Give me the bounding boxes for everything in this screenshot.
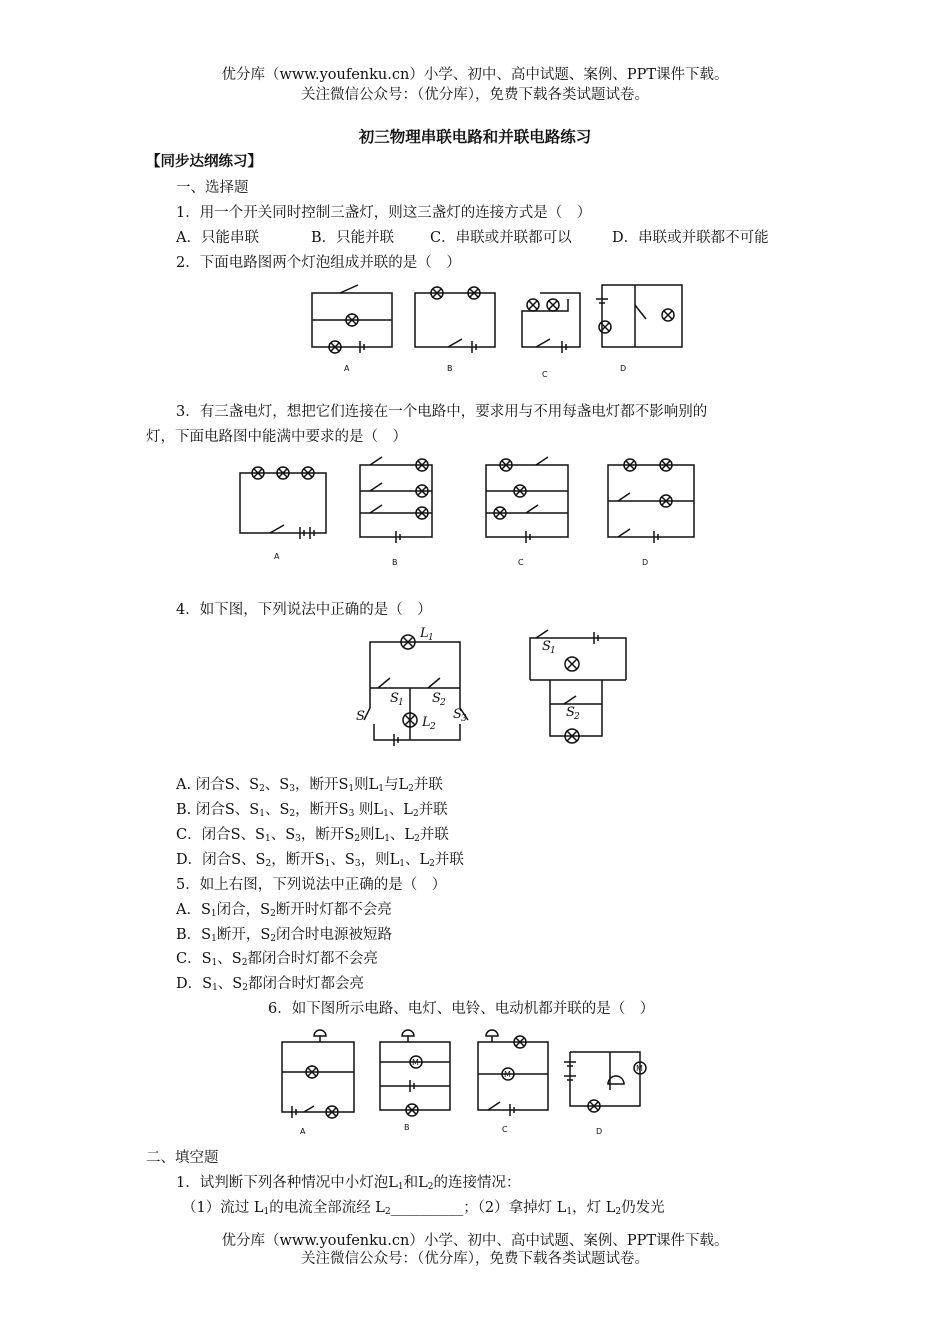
q2-circuit-c <box>522 293 580 379</box>
q4-option-b: B. 闭合S、$S_1$、$S_2$，断开$S_3$ 则$L_1$、$L_2$并联 <box>176 802 448 819</box>
q3-stem-line-2: 灯，下面电路图中能满中要求的是（ ） <box>146 429 407 445</box>
q6-circuit-a <box>282 1030 354 1136</box>
q3-circuit-a <box>240 467 326 561</box>
motor-symbol-b: M <box>412 1058 419 1067</box>
l2-symbol: L <box>422 715 431 730</box>
q6-label-b: B <box>404 1123 410 1132</box>
q6-stem: 6．如下图所示电路、电灯、电铃、电动机都并联的是（ ） <box>268 1001 655 1017</box>
q2-circuit-a <box>312 285 392 373</box>
part-2-heading: 二、填空题 <box>146 1150 219 1166</box>
q6-circuit-figures <box>270 1022 660 1142</box>
q3-label-b: B <box>392 558 398 567</box>
section-heading: 【同步达纲练习】 <box>146 153 262 170</box>
s1-symbol: S <box>390 691 399 706</box>
q3-circuit-figures <box>230 455 710 570</box>
q3-circuit-b <box>360 457 432 567</box>
q2-label-b: B <box>447 364 453 373</box>
q2-circuit-b <box>415 287 495 373</box>
q2-label-d: D <box>620 364 627 373</box>
q6-label-c: C <box>502 1125 508 1134</box>
q5-stem: 5．如上右图，下列说法中正确的是（ ） <box>176 877 447 893</box>
footer-line-1: 优分库（www.youfenku.cn）小学、初中、高中试题、案例、PPT课件下载。 <box>221 1233 729 1249</box>
fill-q1-stem: 1．试判断下列各种情况中小灯泡$L_1$和$L_2$的连接情况： <box>176 1175 521 1192</box>
l1-symbol: L <box>420 626 429 641</box>
q2-label-c: C <box>542 370 548 379</box>
q4-left-circuit <box>356 626 468 746</box>
motor-symbol-d: M <box>636 1064 643 1073</box>
q5-option-a: A．$S_1$闭合，$S_2$断开时灯都不会亮 <box>176 902 392 919</box>
q6-circuit-b <box>380 1030 450 1132</box>
q1-option-c: C．串联或并联都可以 <box>430 230 572 246</box>
q3-circuit-c <box>486 457 568 567</box>
q4-stem: 4．如下图，下列说法中正确的是（ ） <box>176 602 432 618</box>
fill-q1-parts: （1）流过 $L_1$的电流全部流经 $L_2\_\_\_\_\_\_\_\_\_\_$；（2）拿掉灯 $L_1$，灯 $L_2$仍发光 <box>182 1200 665 1217</box>
q5-option-c: C．$S_1$、$S_2$都闭合时灯都不会亮 <box>176 951 378 968</box>
q2-label-a: A <box>344 364 350 373</box>
right-s2-symbol: S <box>566 705 575 720</box>
page-title: 初三物理串联电路和并联电路练习 <box>358 127 592 146</box>
s1-subscript: 1 <box>398 698 404 708</box>
q3-label-d: D <box>642 558 649 567</box>
q2-circuit-figures <box>300 275 700 385</box>
q3-stem-line-1: 3．有三盏电灯，想把它们连接在一个电路中，要求用与不用每盏电灯都不影响别的 <box>176 404 708 420</box>
q4-option-c: C．闭合S、$S_1$、$S_3$，断开$S_2$则$L_1$、$L_2$并联 <box>176 827 449 844</box>
q5-option-b: B．$S_1$断开，$S_2$闭合时电源被短路 <box>176 927 392 944</box>
q6-label-d: D <box>596 1127 603 1136</box>
s3-subscript: 3 <box>461 714 467 724</box>
s3-symbol: S <box>453 707 462 722</box>
q1-stem: 1．用一个开关同时控制三盏灯，则这三盏灯的连接方式是（ ） <box>176 205 592 221</box>
q1-option-d: D．串联或并联都不可能 <box>612 230 769 246</box>
q3-circuit-d <box>608 459 694 567</box>
q4-option-d: D．闭合S、$S_2$，断开$S_1$、$S_3$，则$L_1$、$L_2$并联 <box>176 852 464 869</box>
l2-subscript: 2 <box>430 722 436 732</box>
q2-stem: 2．下面电路图两个灯泡组成并联的是（ ） <box>176 255 461 271</box>
q2-circuit-d <box>596 285 682 373</box>
q4-option-a: A. 闭合S、$S_2$、$S_3$，断开$S_1$则$L_1$与$L_2$并联 <box>176 777 443 794</box>
footer-line-2: 关注微信公众号：（优分库），免费下载各类试题试卷。 <box>301 1251 649 1267</box>
l1-subscript: 1 <box>428 633 434 643</box>
q6-circuit-d <box>564 1052 646 1136</box>
q4-right-circuit <box>530 630 626 743</box>
s-symbol: S <box>356 709 365 724</box>
right-s2-subscript: 2 <box>574 712 580 722</box>
q6-circuit-c <box>478 1030 548 1134</box>
q6-label-a: A <box>300 1127 306 1136</box>
header-line-2: 关注微信公众号：（优分库），免费下载各类试题试卷。 <box>301 87 649 103</box>
q3-label-c: C <box>518 558 524 567</box>
motor-symbol-c: M <box>504 1070 511 1079</box>
q1-option-b: B．只能并联 <box>311 230 395 246</box>
right-s1-subscript: 1 <box>550 646 556 656</box>
s2-symbol: S <box>432 691 441 706</box>
q1-option-a: A．只能串联 <box>176 230 259 246</box>
part-1-heading: 一、选择题 <box>176 180 249 196</box>
q3-label-a: A <box>274 552 280 561</box>
header-line-1: 优分库（www.youfenku.cn）小学、初中、高中试题、案例、PPT课件下载。 <box>221 67 729 83</box>
q4-circuit-figures <box>350 620 650 755</box>
right-s1-symbol: S <box>542 639 551 654</box>
q5-option-d: D．$S_1$、$S_2$都闭合时灯都会亮 <box>176 976 364 993</box>
s2-subscript: 2 <box>440 698 446 708</box>
